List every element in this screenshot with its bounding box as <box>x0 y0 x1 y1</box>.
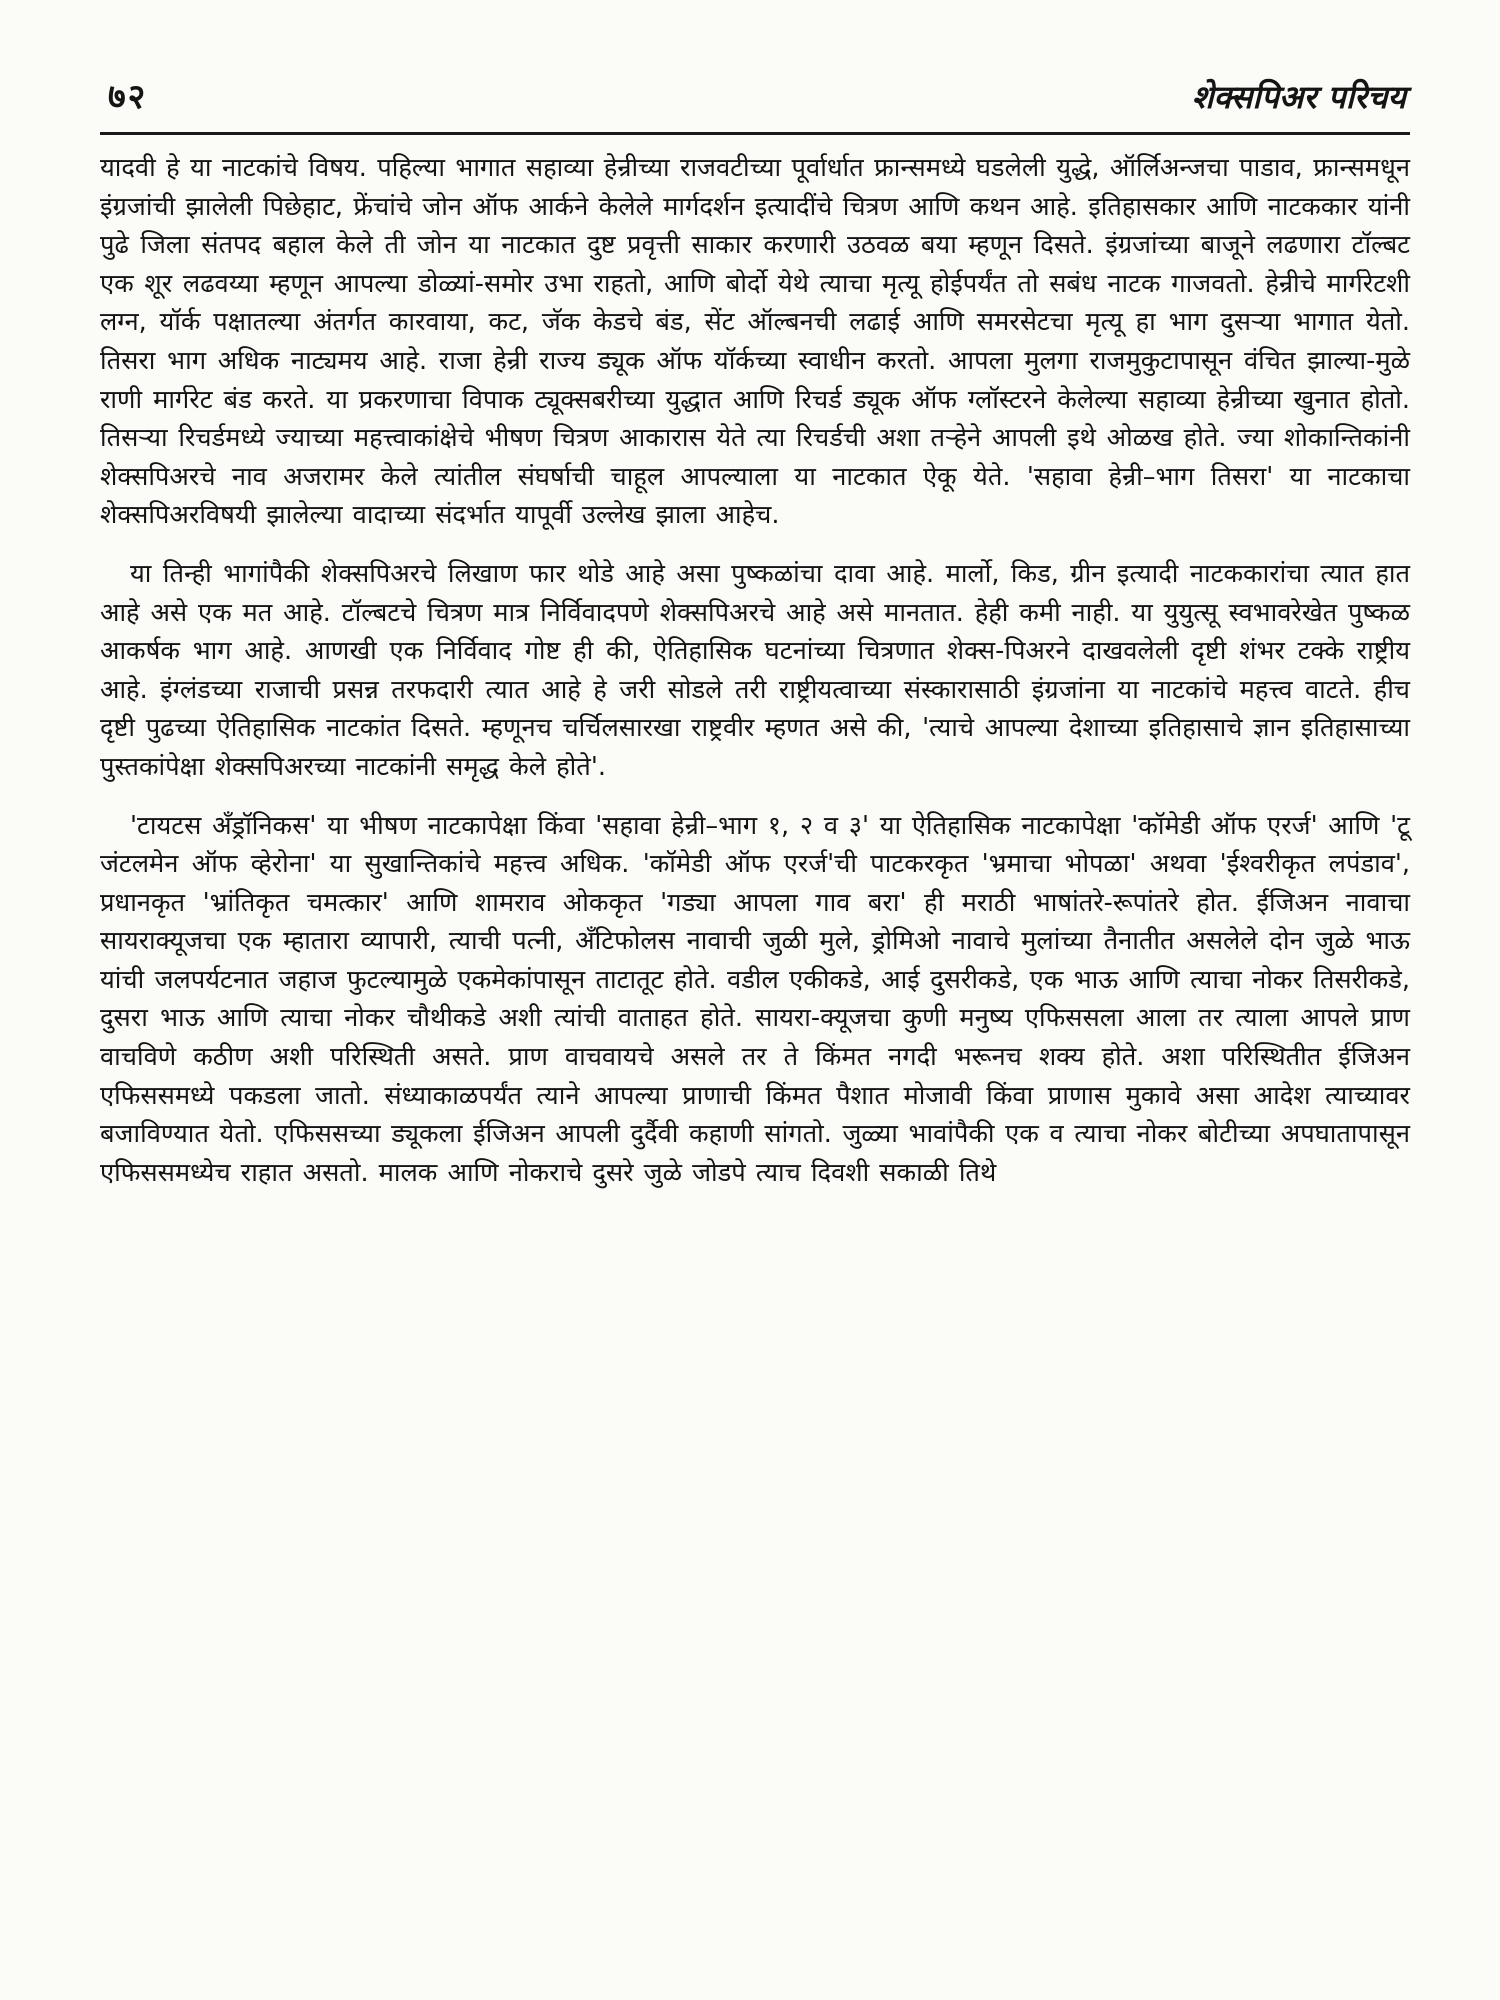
paragraph-comedy-of-errors: 'टायटस अँड्रॉनिकस' या भीषण नाटकापेक्षा किंवा 'सहावा हेन्री–भाग १, २ व ३' या ऐतिहासिक नाटकापेक्षा 'कॉमेडी ऑफ एरर्ज' आणि 'टू जंटलमेन ऑफ व्हेरोना' या सुखान्तिकांचे महत्त्व अधिक. 'कॉमेडी ऑफ एरर्ज'ची पाटकरकृत 'भ्रमाचा भोपळा' अथवा 'ईश्वरीकृत लपंडाव', प्रधानकृत 'भ्रांतिकृत चमत्कार' आणि शामराव ओककृत 'गड्या आपला गाव बरा' ही मराठी भाषांतरे-रूपांतरे होत. ईजिअन नावाचा सायराक्यूजचा एक म्हातारा व्यापारी, त्याची पत्नी, अँटिफोलस नावाची जुळी मुले, ड्रोमिओ नावाचे मुलांच्या तैनातीत असलेले दोन जुळे भाऊ यांची जलपर्यटनात जहाज फुटल्यामुळे एकमेकांपासून ताटातूट होते. वडील एकीकडे, आई दुसरीकडे, एक भाऊ आणि त्याचा नोकर तिसरीकडे, दुसरा भाऊ आणि त्याचा नोकर चौथीकडे अशी त्यांची वाताहत होते. सायरा-क्यूजचा कुणी मनुष्य एफिससला आला तर त्याला आपले प्राण वाचविणे कठीण अशी परिस्थिती असते. प्राण वाचवायचे असले तर ते किंमत नगदी भरूनच शक्य होते. अशा परिस्थितीत ईजिअन एफिससमध्ये पकडला जातो. संध्याकाळपर्यंत त्याने आपल्या प्राणाची किंमत पैशात मोजावी किंवा प्राणास मुकावे असा आदेश त्याच्यावर बजाविण्यात येतो. एफिससच्या ड्यूकला ईजिअन आपली दुर्दैवी कहाणी सांगतो. जुळ्या भावांपैकी एक व त्याचा नोकर बोटीच्या अपघातापासून एफिससमध्येच राहात असतो. मालक आणि नोकराचे दुसरे जुळे जोडपे त्याच दिवशी सकाळी तिथे <box>100 810 1410 1188</box>
paragraph-authorship: या तिन्ही भागांपैकी शेक्सपिअरचे लिखाण फार थोडे आहे असा पुष्कळांचा दावा आहे. मार्लो, किड, ग्रीन इत्यादी नाटककारांचा त्यात हात आहे असे एक मत आहे. टॉल्बटचे चित्रण मात्र निर्विवादपणे शेक्सपिअरचे आहे असे मानतात. हेही कमी नाही. या युयुत्सू स्वभावरेखेत पुष्कळ आकर्षक भाग आहे. आणखी एक निर्विवाद गोष्ट ही की, ऐतिहासिक घटनांच्या चित्रणात शेक्स-पिअरने दाखवलेली दृष्टी शंभर टक्के राष्ट्रीय आहे. इंग्लंडच्या राजाची प्रसन्न तरफदारी त्यात आहे हे जरी सोडले तरी राष्ट्रीयत्वाच्या संस्कारासाठी इंग्रजांना या नाटकांचे महत्त्व वाटते. हीच दृष्टी पुढच्या ऐतिहासिक नाटकांत दिसते. म्हणूनच चर्चिलसारखा राष्ट्रवीर म्हणत असे की, 'त्याचे आपल्या देशाच्या इतिहासाचे ज्ञान इतिहासाच्या पुस्तकांपेक्षा शेक्सपिअरच्या नाटकांनी समृद्ध केले होते'. <box>100 558 1410 782</box>
paragraph-history-plays: यादवी हे या नाटकांचे विषय. पहिल्या भागात सहाव्या हेन्रीच्या राजवटीच्या पूर्वार्धात फ्रान्समध्ये घडलेली युद्धे, ऑर्लिअन्जचा पाडाव, फ्रान्समधून इंग्रजांची झालेली पिछेहाट, फ्रेंचांचे जोन ऑफ आर्कने केलेले मार्गदर्शन इत्यादींचे चित्रण आणि कथन आहे. इतिहासकार आणि नाटककार यांनी पुढे जिला संतपद बहाल केले ती जोन या नाटकात दुष्ट प्रवृत्ती साकार करणारी उठवळ बया म्हणून दिसते. इंग्रजांच्या बाजूने लढणारा टॉल्बट एक शूर लढवय्या म्हणून आपल्या डोळ्यां-समोर उभा राहतो, आणि बोर्दो येथे त्याचा मृत्यू होईपर्यंत तो सबंध नाटक गाजवतो. हेन्रीचे मार्गरेटशी लग्न, यॉर्क पक्षातल्या अंतर्गत कारवाया, कट, जॅक केडचे बंड, सेंट ऑल्बनची लढाई आणि समरसेटचा मृत्यू हा भाग दुसऱ्या भागात येतो. तिसरा भाग अधिक नाट्यमय आहे. राजा हेन्री राज्य ड्यूक ऑफ यॉर्कच्या स्वाधीन करतो. आपला मुलगा राजमुकुटापासून वंचित झाल्या-मुळे राणी मार्गरेट बंड करते. या प्रकरणाचा विपाक ट्यूक्सबरीच्या युद्धात आणि रिचर्ड ड्यूक ऑफ ग्लॉस्टरने केलेल्या सहाव्या हेन्रीच्या खुनात होतो. तिसऱ्या रिचर्डमध्ये ज्याच्या महत्त्वाकांक्षेचे भीषण चित्रण आकारास येते त्या रिचर्डची अशा तऱ्हेने आपली इथे ओळख होते. ज्या शोकान्तिकांनी शेक्सपिअरचे नाव अजरामर केले त्यांतील संघर्षाची चाहूल आपल्याला या नाटकात ऐकू येते. 'सहावा हेन्री–भाग तिसरा' या नाटकाचा शेक्सपिअरविषयी झालेल्या वादाच्या संदर्भात यापूर्वी उल्लेख झाला आहेच. <box>100 153 1410 531</box>
body-text <box>100 149 1410 1192</box>
page-number: ७२ <box>108 77 148 117</box>
header-rule <box>100 132 1410 135</box>
page-header <box>100 62 1410 118</box>
running-title: शेक्सपिअर परिचय <box>1191 78 1406 116</box>
